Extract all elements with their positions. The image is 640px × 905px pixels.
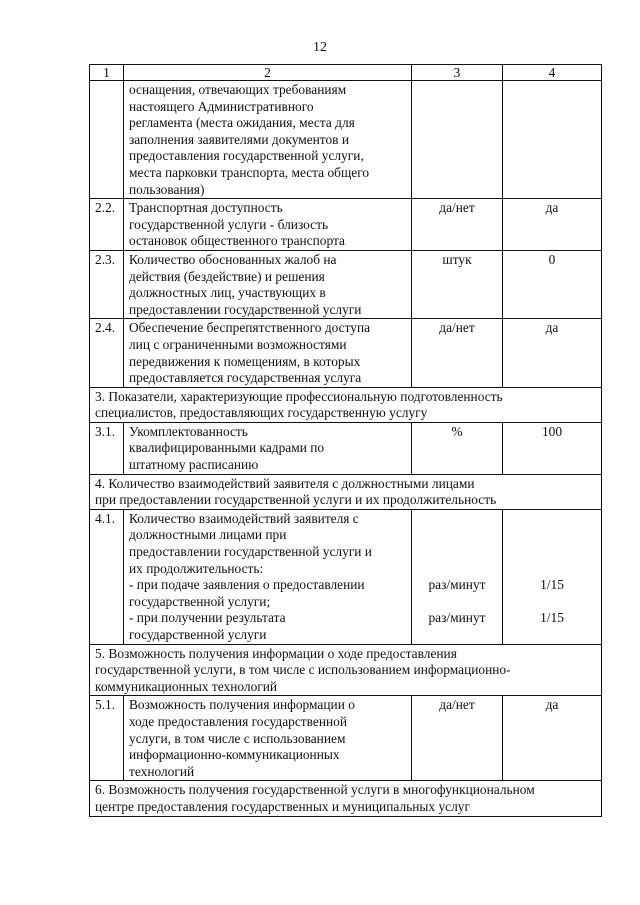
- row-number: 2.4.: [90, 319, 124, 387]
- text-line: государственной услуги;: [129, 593, 271, 609]
- indicator-name: [124, 509, 412, 644]
- column-header-1: 1: [90, 65, 124, 81]
- text-line: государственной услуги - близость: [129, 216, 329, 232]
- text-line: штатному расписанию: [129, 457, 259, 473]
- unit-cell: штук: [412, 250, 503, 318]
- text-line: Возможность получения информации о: [129, 697, 355, 713]
- table-row-2-4: [90, 319, 602, 387]
- section-row-3: [90, 387, 602, 422]
- value-result: 1/15: [540, 610, 564, 626]
- column-header-2: 2: [124, 65, 412, 81]
- row-number: [90, 81, 124, 199]
- text-line: Обеспечение беспрепятственного доступа: [129, 320, 371, 336]
- section-heading: [90, 474, 602, 509]
- text-line: пользования): [129, 181, 205, 197]
- text-line: услуги, в том числе с использованием: [129, 730, 346, 746]
- text-line: 5. Возможность получения информации о ходе предоставления: [95, 645, 457, 661]
- unit-cell: да/нет: [412, 319, 503, 387]
- indicators-table: [89, 64, 602, 817]
- text-line: специалистов, предоставляющих государственную услугу: [95, 405, 428, 421]
- unit-cell: [412, 81, 503, 199]
- column-header-4: 4: [503, 65, 602, 81]
- text-line: коммуникационных технологий: [95, 678, 278, 694]
- section-heading: [90, 781, 602, 816]
- unit-result: раз/минут: [428, 610, 486, 626]
- text-line: регламента (места ожидания, места для: [129, 115, 355, 131]
- indicator-name: [124, 199, 412, 251]
- text-line: государственной услуги, в том числе с использованием информационно-: [95, 662, 511, 678]
- value-cell: [503, 81, 602, 199]
- text-line: 4. Количество взаимодействий заявителя с должностными лицами: [95, 475, 475, 491]
- indicator-name: [124, 81, 412, 199]
- section-heading: [90, 387, 602, 422]
- table-row-3-1: [90, 422, 602, 474]
- page-number: 12: [313, 40, 327, 55]
- text-line: центре предоставления государственных и муниципальных услуг: [95, 798, 470, 814]
- column-header-3: 3: [412, 65, 503, 81]
- text-line: 3. Показатели, характеризующие профессиональную подготовленность: [95, 388, 503, 404]
- text-line: предоставлении государственной услуги и: [129, 544, 372, 560]
- text-line: ходе предоставления государственной: [129, 713, 348, 729]
- indicator-name: [124, 422, 412, 474]
- row-number: 2.2.: [90, 199, 124, 251]
- section-heading: [90, 644, 602, 696]
- text-line: Количество взаимодействий заявителя с: [129, 510, 359, 526]
- text-line: Укомплектованность: [129, 423, 248, 439]
- text-line: Транспортная доступность: [129, 200, 283, 216]
- text-line: предоставления государственной услуги,: [129, 148, 364, 164]
- unit-cell: [412, 509, 503, 644]
- table-row-continuation: [90, 81, 602, 199]
- value-cell: 100: [503, 422, 602, 474]
- text-line: заполнения заявителями документов и: [129, 131, 350, 147]
- value-submission: 1/15: [540, 577, 564, 593]
- unit-submission: раз/минут: [428, 577, 486, 593]
- value-cell: да: [503, 199, 602, 251]
- row-number: 2.3.: [90, 250, 124, 318]
- text-line: информационно-коммуникационных: [129, 747, 340, 763]
- unit-cell: да/нет: [412, 199, 503, 251]
- text-line: при предоставлении государственной услуги и их продолжительность: [95, 492, 497, 508]
- text-line: технологий: [129, 763, 195, 779]
- text-line: передвижения к помещениям, в которых: [129, 353, 361, 369]
- value-cell: [503, 509, 602, 644]
- row-number: 3.1.: [90, 422, 124, 474]
- section-row-5: [90, 644, 602, 696]
- text-line: должностными лицами при: [129, 527, 287, 543]
- value-cell: 0: [503, 250, 602, 318]
- text-line: остановок общественного транспорта: [129, 233, 345, 249]
- text-line: квалифицированными кадрами по: [129, 440, 325, 456]
- section-row-4: [90, 474, 602, 509]
- value-cell: да: [503, 696, 602, 781]
- value-cell: да: [503, 319, 602, 387]
- text-line: предоставлении государственной услуги: [129, 301, 362, 317]
- text-line: оснащения, отвечающих требованиям: [129, 82, 347, 97]
- text-line: предоставляется государственная услуга: [129, 370, 362, 386]
- text-line: настоящего Административного: [129, 98, 314, 114]
- row-number: 5.1.: [90, 696, 124, 781]
- text-line: места парковки транспорта, места общего: [129, 164, 370, 180]
- text-line: их продолжительность:: [129, 560, 264, 576]
- section-row-6: [90, 781, 602, 816]
- indicator-name: [124, 696, 412, 781]
- indicator-name: [124, 319, 412, 387]
- text-line: Количество обоснованных жалоб на: [129, 251, 337, 267]
- unit-cell: %: [412, 422, 503, 474]
- text-line: - при подаче заявления о предоставлении: [129, 577, 365, 593]
- text-line: лиц с ограниченными возможностями: [129, 336, 347, 352]
- text-line: государственной услуги: [129, 627, 267, 642]
- row-number: 4.1.: [90, 509, 124, 644]
- text-line: - при получении результата: [129, 610, 286, 626]
- text-line: 6. Возможность получения государственной услуги в многофункциональном: [95, 782, 535, 798]
- table-row-4-1: [90, 509, 602, 644]
- table-row-2-3: [90, 250, 602, 318]
- unit-cell: да/нет: [412, 696, 503, 781]
- indicator-name: [124, 250, 412, 318]
- text-line: действия (бездействие) и решения: [129, 268, 325, 284]
- text-line: должностных лиц, участвующих в: [129, 285, 326, 301]
- column-header-row: [90, 65, 602, 81]
- table-row-2-2: [90, 199, 602, 251]
- table-row-5-1: [90, 696, 602, 781]
